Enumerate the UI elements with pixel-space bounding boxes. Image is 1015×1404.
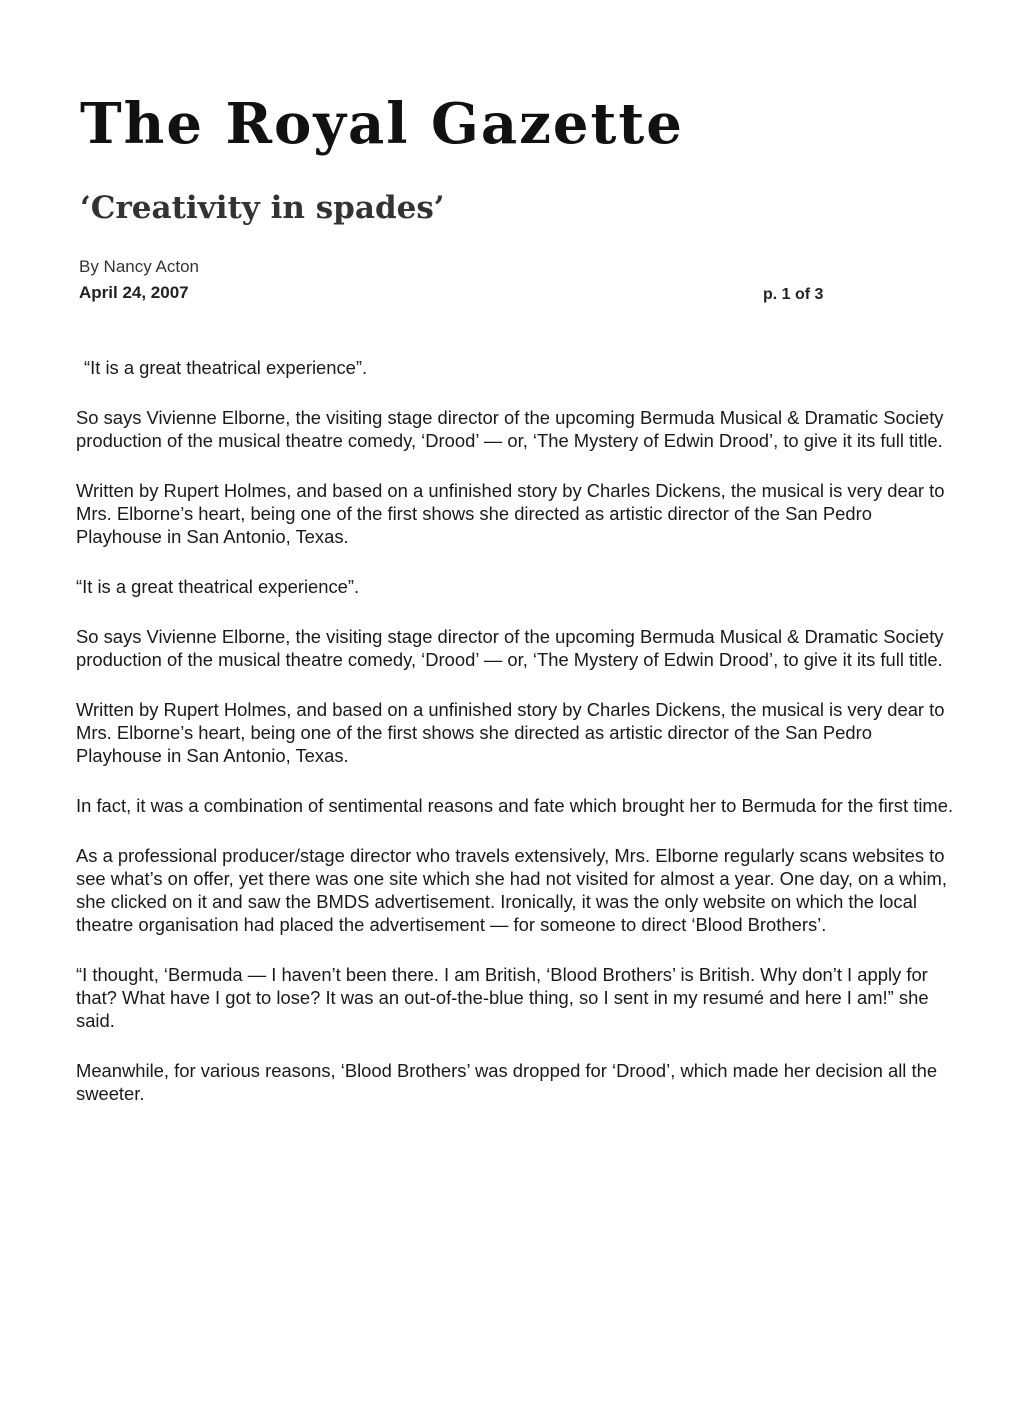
article-body [76, 356, 960, 1132]
article-paragraph: Written by Rupert Holmes, and based on a unfinished story by Charles Dickens, the musical is very dear to Mrs. Elborne’s heart, being one of the first shows she directed as artistic director of the San Pedro Playhouse in San Antonio, Texas. [76, 480, 945, 547]
newspaper-masthead: The Royal Gazette [80, 91, 684, 157]
page-number: p. 1 of 3 [763, 286, 824, 303]
article-paragraph: “It is a great theatrical experience”. [76, 576, 360, 597]
article-paragraph: “It is a great theatrical experience”. [84, 357, 368, 378]
article-paragraph: So says Vivienne Elborne, the visiting stage director of the upcoming Bermuda Musical & Dramatic Society production of the musical theatre comedy, ‘Drood’ — or, ‘The Mystery of Edwin Drood’, to give it its full title. [76, 407, 944, 451]
article-date: April 24, 2007 [79, 283, 189, 302]
article-byline: By Nancy Acton [79, 257, 200, 276]
article-paragraph: So says Vivienne Elborne, the visiting stage director of the upcoming Bermuda Musical & Dramatic Society production of the musical theatre comedy, ‘Drood’ — or, ‘The Mystery of Edwin Drood’, to give it its full title. [76, 626, 944, 670]
article-paragraph: As a professional producer/stage director who travels extensively, Mrs. Elborne regularly scans websites to see what’s on offer, yet there was one site which she had not visited for almost a year. One day, on a whim, she clicked on it and saw the BMDS advertisement. Ironically, it was the only website on which the local theatre organisation had placed the advertisement — for someone to direct ‘Blood Brothers’. [76, 845, 947, 935]
article-paragraph: Written by Rupert Holmes, and based on a unfinished story by Charles Dickens, the musical is very dear to Mrs. Elborne’s heart, being one of the first shows she directed as artistic director of the San Pedro Playhouse in San Antonio, Texas. [76, 699, 945, 766]
article-headline: ‘Creativity in spades’ [80, 190, 445, 226]
article-paragraph: Meanwhile, for various reasons, ‘Blood Brothers’ was dropped for ‘Drood’, which made her decision all the sweeter. [76, 1060, 938, 1104]
article-paragraph: In fact, it was a combination of sentimental reasons and fate which brought her to Bermuda for the first time. [76, 795, 954, 816]
article-paragraph: “I thought, ‘Bermuda — I haven’t been there. I am British, ‘Blood Brothers’ is British. Why don’t I apply for that? What have I got to lose? It was an out-of-the-blue thing, so I sent in my resumé and here I am!” she said. [76, 964, 929, 1031]
